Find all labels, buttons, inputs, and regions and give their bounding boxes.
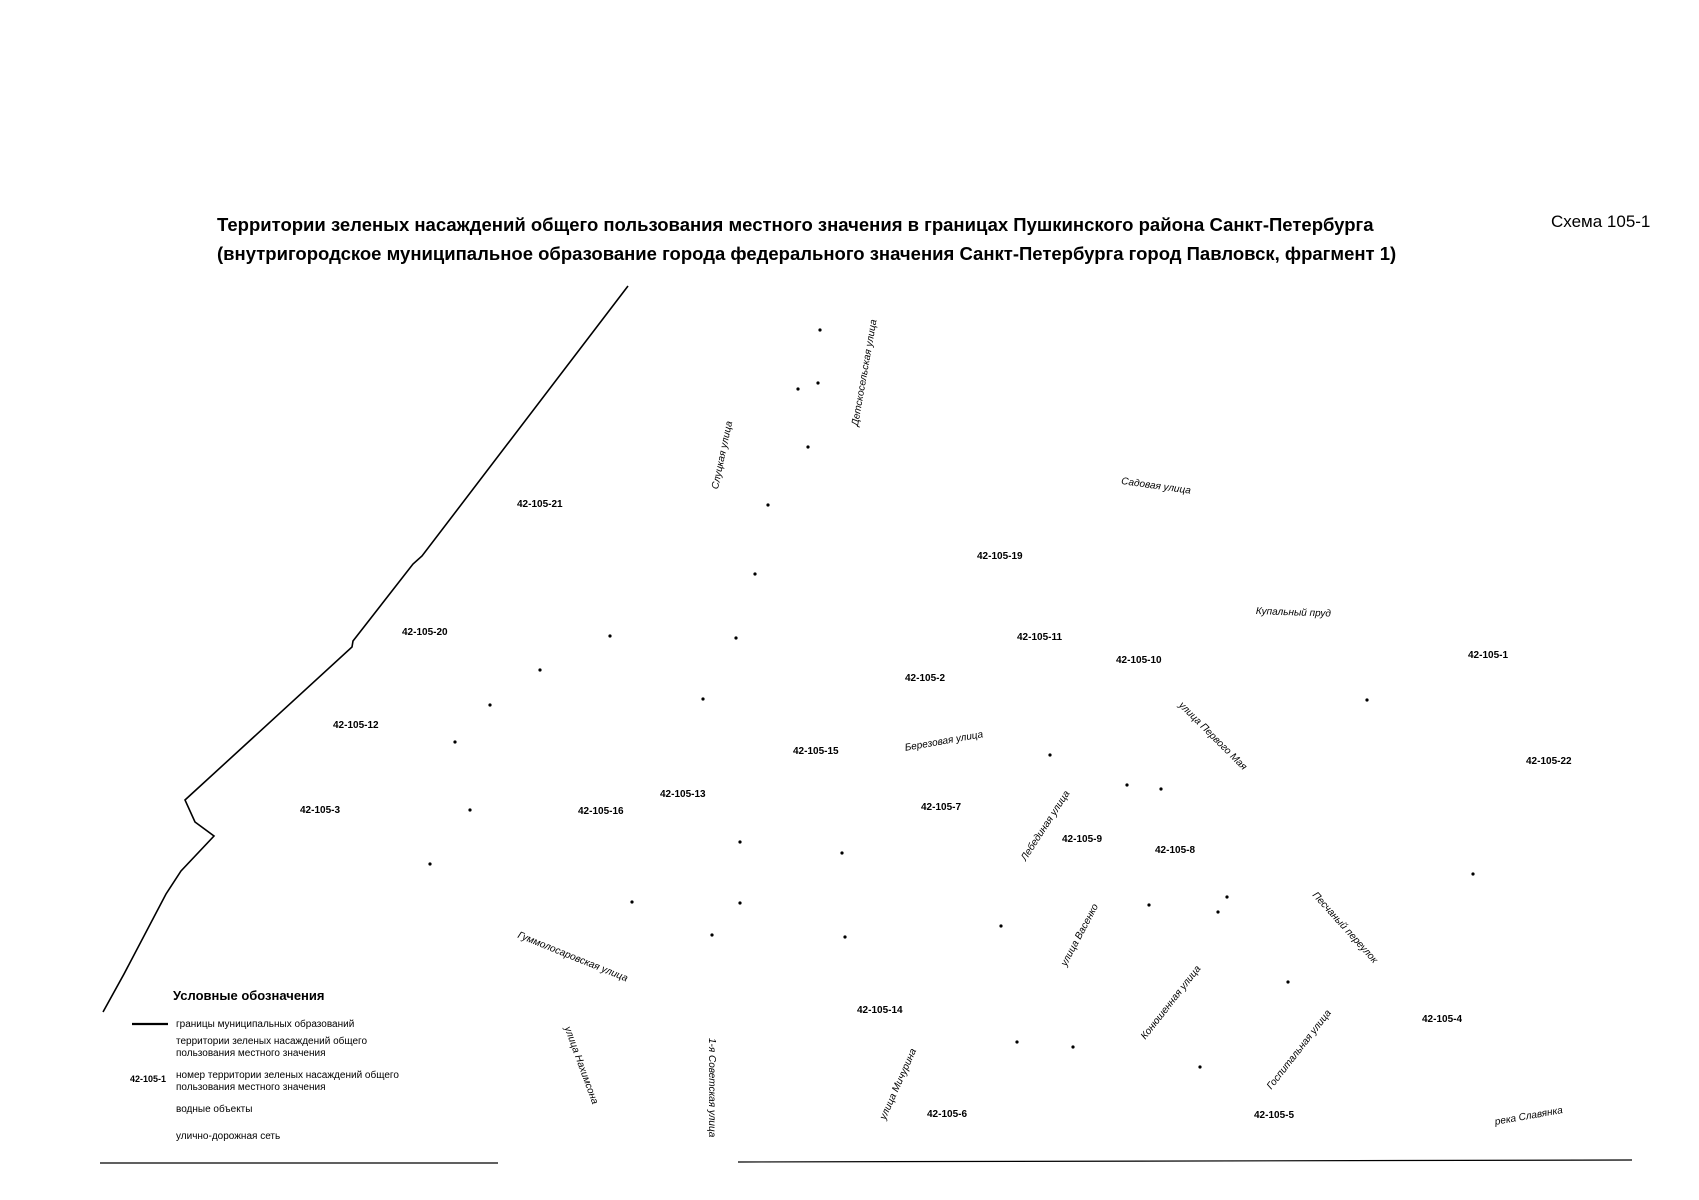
tick-mark [999, 924, 1002, 927]
legend-item-green-territories: территории зеленых насаждений общего пользования местного значения [176, 1036, 368, 1059]
territory-label: 42-105-5 [1254, 1110, 1295, 1121]
map-title-line1: Территории зеленых насаждений общего пользования местного значения в границах Пушкинского района Санкт-Петербурга [217, 214, 1374, 235]
territory-label: 42-105-4 [1422, 1014, 1463, 1025]
scheme-number: Схема 105-1 [1551, 212, 1651, 231]
street-label: улица Мичурина [878, 1047, 920, 1122]
legend-item-territory-number: номер территории зеленых насаждений общего пользования местного значения [176, 1070, 399, 1093]
street-label: 1-я Советская улица [706, 1038, 717, 1138]
tick-mark [1159, 787, 1162, 790]
tick-mark [1286, 980, 1289, 983]
tick-mark [1365, 698, 1368, 701]
tick-mark [488, 703, 491, 706]
territory-label: 42-105-21 [517, 499, 563, 510]
street-label: Госпитальная улица [1265, 1007, 1334, 1092]
tick-mark [738, 840, 741, 843]
map-title-line2: (внутригородское муниципальное образование города федерального значения Санкт-Петербурга город Павловск, фрагмент 1) [217, 243, 1397, 264]
tick-mark [1015, 1040, 1018, 1043]
street-label: Березовая улица [904, 729, 985, 754]
tick-mark [843, 935, 846, 938]
tick-mark [840, 851, 843, 854]
municipal-boundary-line [103, 286, 628, 1012]
territory-label: 42-105-7 [921, 802, 962, 813]
tick-mark [1471, 872, 1474, 875]
territory-label: 42-105-15 [793, 746, 839, 757]
tick-mark [701, 697, 704, 700]
street-label: река Славянка [1494, 1105, 1564, 1128]
territory-label: 42-105-1 [1468, 650, 1509, 661]
territory-label: 42-105-12 [333, 720, 379, 731]
tick-mark [796, 387, 799, 390]
street-label: Конюшенная улица [1139, 963, 1204, 1042]
tick-mark [453, 740, 456, 743]
tick-mark [1216, 910, 1219, 913]
territory-label: 42-105-8 [1155, 845, 1196, 856]
tick-mark [1048, 753, 1051, 756]
territory-label: 42-105-20 [402, 627, 448, 638]
street-label: Песчаный переулок [1309, 890, 1380, 966]
legend-item-roads: улично-дорожная сеть [176, 1131, 281, 1142]
legend-item-boundaries: границы муниципальных образований [176, 1019, 355, 1030]
territory-label: 42-105-22 [1526, 756, 1572, 767]
street-label: улица Первого Мая [1176, 700, 1249, 773]
tick-mark [818, 328, 821, 331]
tick-mark [538, 668, 541, 671]
territory-label: 42-105-13 [660, 789, 706, 800]
street-label: Лебединая улица [1019, 788, 1073, 863]
tick-mark [806, 445, 809, 448]
territory-label: 42-105-11 [1017, 632, 1063, 643]
territory-label: 42-105-9 [1062, 834, 1103, 845]
territory-label: 42-105-14 [857, 1005, 903, 1016]
tick-mark [1198, 1065, 1201, 1068]
legend-sample-number: 42-105-1 [130, 1074, 167, 1084]
tick-mark [630, 900, 633, 903]
tick-mark [1225, 895, 1228, 898]
tick-mark [753, 572, 756, 575]
street-label: улица Васенко [1059, 902, 1102, 969]
street-label: Слуцкая улица [710, 420, 736, 491]
tick-mark [1125, 783, 1128, 786]
territory-label: 42-105-19 [977, 551, 1023, 562]
street-label: Садовая улица [1120, 476, 1192, 497]
tick-mark [1147, 903, 1150, 906]
tick-mark [608, 634, 611, 637]
legend-item-water: водные объекты [176, 1104, 253, 1115]
territory-label: 42-105-3 [300, 805, 341, 816]
bottom-frame-line-right [738, 1160, 1632, 1162]
tick-mark [468, 808, 471, 811]
tick-mark [738, 901, 741, 904]
tick-mark [1071, 1045, 1074, 1048]
street-label: Гуммолосаровская улица [515, 930, 630, 985]
street-label: Детскосельская улица [850, 318, 880, 427]
street-label: Купальный пруд [1255, 606, 1332, 620]
territory-label: 42-105-6 [927, 1109, 968, 1120]
tick-mark [766, 503, 769, 506]
tick-mark [710, 933, 713, 936]
territory-label: 42-105-16 [578, 806, 624, 817]
territory-label: 42-105-2 [905, 673, 946, 684]
tick-mark [734, 636, 737, 639]
tick-mark [428, 862, 431, 865]
tick-mark [816, 381, 819, 384]
territory-label: 42-105-10 [1116, 655, 1162, 666]
street-label: улица Нахимсона [561, 1025, 601, 1106]
legend-title: Условные обозначения [173, 988, 325, 1003]
